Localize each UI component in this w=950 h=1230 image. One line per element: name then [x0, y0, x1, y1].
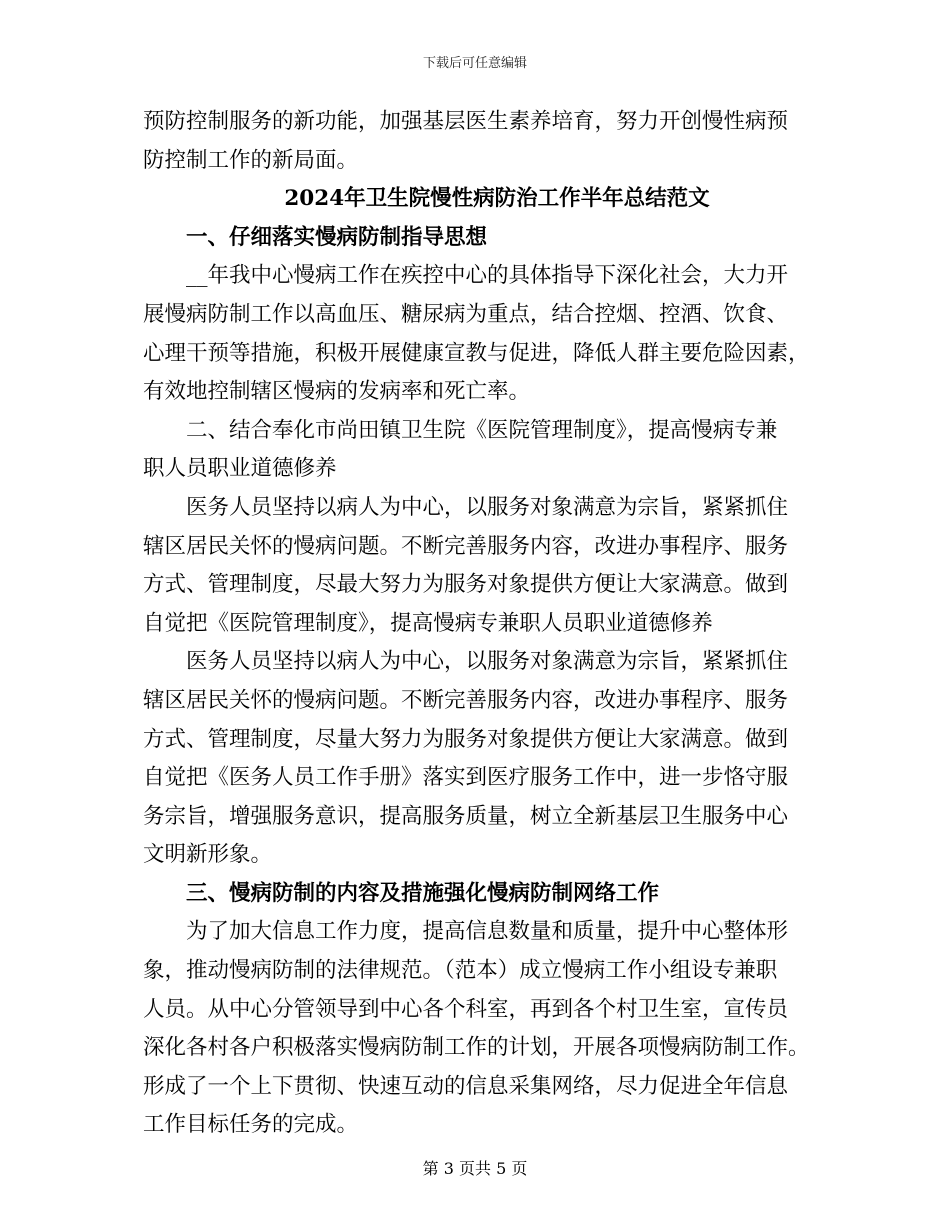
body-line: 人员。从中心分管领导到中心各个科室，再到各个村卫生室，宣传员 [143, 996, 789, 1022]
body-line: 有效地控制辖区慢病的发病率和死亡率。 [143, 379, 531, 405]
body-line: 心理干预等措施，积极开展健康宣教与促进，降低人群主要危险因素， [143, 340, 810, 366]
page-footer: 第 3 页共 5 页 [422, 1159, 528, 1178]
body-line: 工作目标任务的完成。 [143, 1112, 359, 1138]
document-body [143, 103, 811, 1145]
body-line: 深化各村各户积极落实慢病防制工作的计划，开展各项慢病防制工作。 [143, 1035, 810, 1061]
section-heading-1: 一、仔细落实慢病防制指导思想 [186, 224, 488, 250]
body-line: 展慢病防制工作以高血压、糖尿病为重点，结合控烟、控酒、饮食、 [143, 301, 789, 327]
body-line: 象，推动慢病防制的法律规范。（范本）成立慢病工作小组设专兼职 [143, 958, 778, 984]
body-line: 方式、管理制度，尽最大努力为服务对象提供方便让大家满意。做到 [143, 572, 789, 598]
section-heading-3: 三、慢病防制的内容及措施强化慢病防制网络工作 [186, 880, 660, 906]
section-heading-2: 二、结合奉化市尚田镇卫生院《医院管理制度》，提高慢病专兼 [186, 417, 778, 443]
body-line: 形成了一个上下贯彻、快速互动的信息采集网络，尽力促进全年信息 [143, 1073, 789, 1099]
body-line: 务宗旨，增强服务意识，提高服务质量，树立全新基层卫生服务中心 [143, 803, 789, 829]
body-line: 医务人员坚持以病人为中心，以服务对象满意为宗旨，紧紧抓住 [186, 494, 789, 520]
body-line: 防控制工作的新局面。 [143, 147, 359, 173]
body-line: 文明新形象。 [143, 842, 273, 868]
page-header: 下载后可任意编辑 [422, 56, 527, 71]
body-line: 辖区居民关怀的慢病问题。不断完善服务内容，改进办事程序、服务 [143, 533, 789, 559]
body-line: 预防控制服务的新功能，加强基层医生素养培育，努力开创慢性病预 [143, 109, 789, 134]
body-line: 医务人员坚持以病人为中心，以服务对象满意为宗旨，紧紧抓住 [186, 649, 789, 675]
body-line: 职人员职业道德修养 [143, 456, 337, 482]
body-line: 辖区居民关怀的慢病问题。不断完善服务内容，改进办事程序、服务 [143, 687, 789, 713]
body-line: 自觉把《医院管理制度》，提高慢病专兼职人员职业道德修养 [143, 610, 713, 636]
document-title: 2024年卫生院慢性病防治工作半年总结范文 [284, 186, 710, 212]
body-line: 自觉把《医务人员工作手册》落实到医疗服务工作中，进一步恪守服 [143, 765, 789, 791]
body-line: 方式、管理制度，尽量大努力为服务对象提供方便让大家满意。做到 [143, 726, 789, 752]
body-line: __年我中心慢病工作在疾控中心的具体指导下深化社会，大力开 [186, 263, 789, 289]
body-line: 为了加大信息工作力度，提高信息数量和质量，提升中心整体形 [186, 919, 789, 945]
